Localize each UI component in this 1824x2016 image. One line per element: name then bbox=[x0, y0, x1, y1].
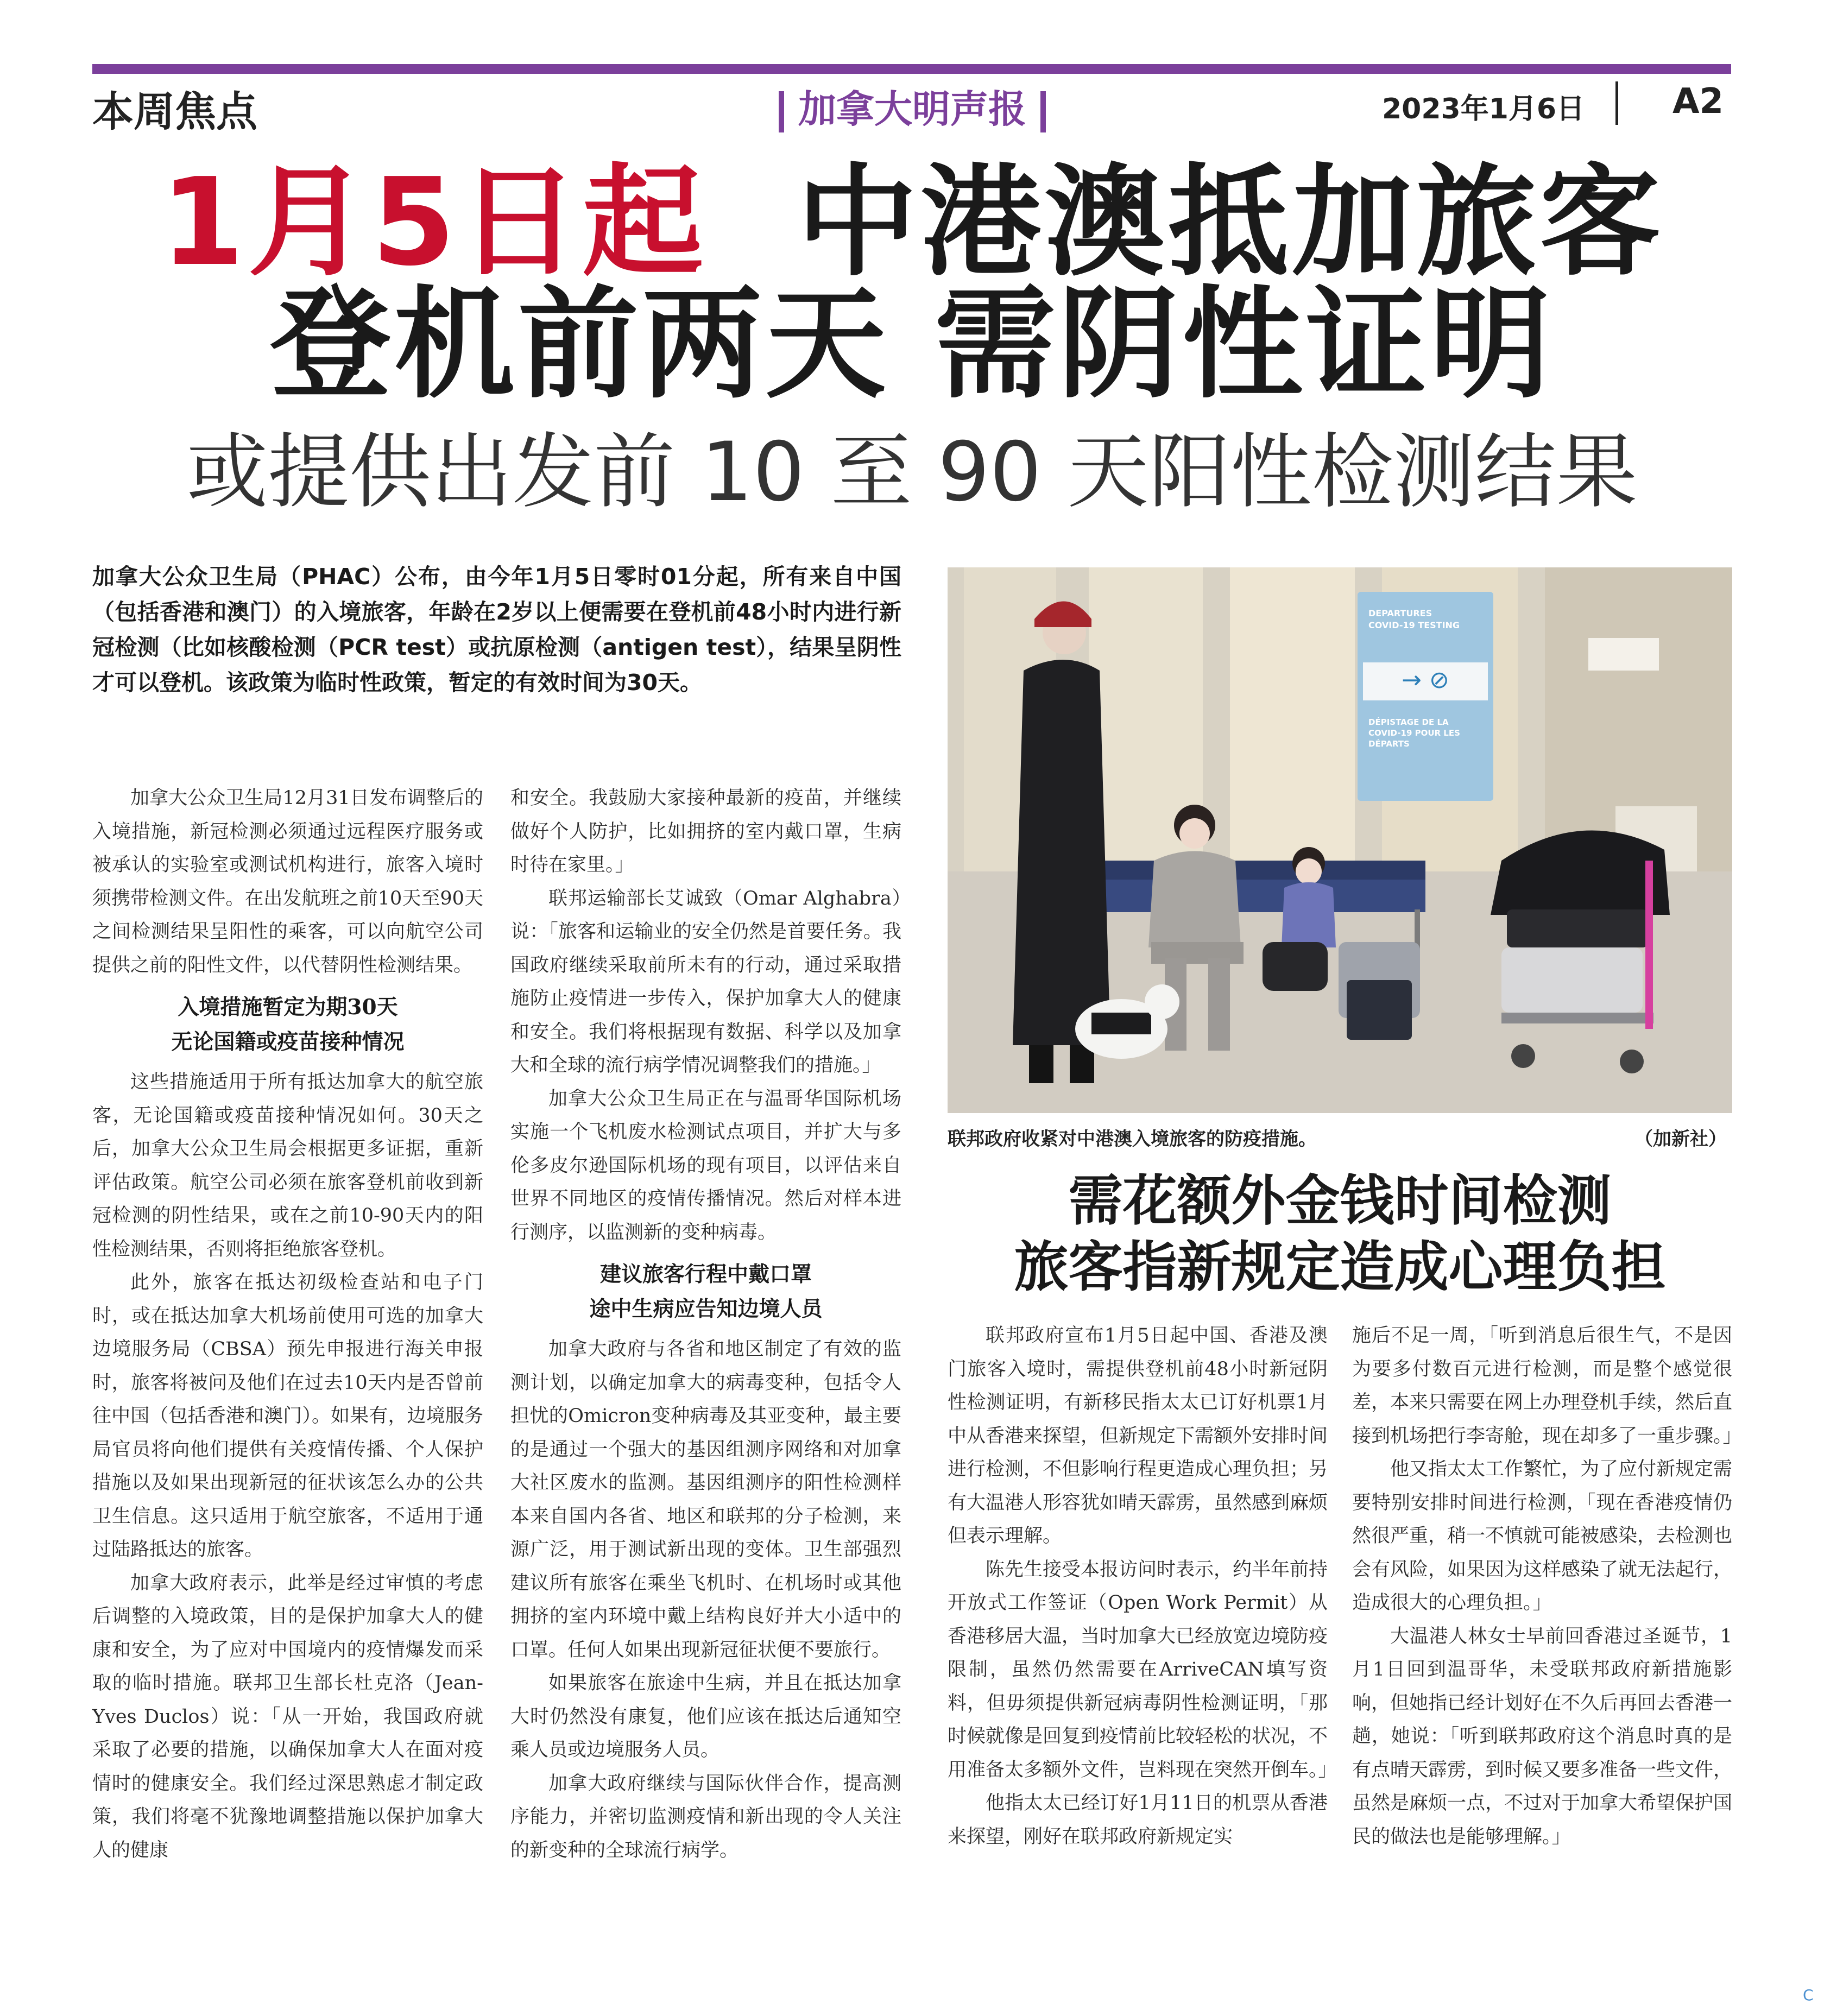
subheading-line: 建议旅客行程中戴口罩 bbox=[599, 1262, 812, 1287]
sign-text: DEPARTURES bbox=[1368, 608, 1432, 618]
paragraph: 和安全。我鼓励大家接种最新的疫苗，并继续做好个人防护，比如拥挤的室内戴口罩，生病时待在家里。」 bbox=[510, 787, 901, 876]
article-column-4 bbox=[1352, 1319, 1742, 1854]
issue-date: 2023年1月6日 bbox=[1382, 93, 1585, 125]
paragraph: 加拿大政府继续与国际伙伴合作，提高测序能力，并密切监测疫情和新出现的令人关注的新变种的全球流行病学。 bbox=[510, 1772, 901, 1861]
paragraph: 这些措施适用于所有抵达加拿大的航空旅客，无论国籍或疫苗接种情况如何。30天之后，加拿大公众卫生局会根据更多证据，重新评估政策。航空公司必须在旅客登机前收到新冠检测的阴性结果，或在之前10-90天内的阳性检测结果，否则将拒绝旅客登机。 bbox=[92, 1071, 483, 1260]
subheading bbox=[92, 990, 483, 1059]
story2-headline-line: 需花额外金钱时间检测 bbox=[1068, 1168, 1612, 1233]
story2-headline-line: 旅客指新规定造成心理负担 bbox=[1014, 1235, 1666, 1299]
subheading-line: 入境措施暂定为期30天 bbox=[178, 995, 398, 1020]
paragraph: 加拿大政府表示，此举是经过审慎的考虑后调整的入境政策，目的是保护加拿大人的健康和安全，为了应对中国境内的疫情爆发而采取的临时措施。联邦卫生部长杜克洛（Jean-Yves Duclos）说：「从一开始，我国政府就采取了必要的措施，以确保加拿大人在面对疫情时的健康安全。我们经过深思熟虑才制定政策，我们将毫不犹豫地调整措施以保护加拿大人的健康 bbox=[92, 1572, 483, 1861]
masthead bbox=[739, 79, 1086, 134]
paragraph: 陈先生接受本报访问时表示，约半年前持开放式工作签证（Open Work Permit）从香港移居大温，当时加拿大已经放宽边境防疫限制，虽然仍然需要在ArriveCAN填写资料，但毋须提供新冠病毒阴性检测证明，「那时候就像是回复到疫情前比较轻松的状况，不用准备太多额外文件，岂料现在突然开倒车。」 bbox=[948, 1558, 1337, 1781]
top-rule bbox=[92, 64, 1731, 74]
sign-text: COVID-19 TESTING bbox=[1368, 620, 1460, 630]
paragraph: 他指太太已经订好1月11日的机票从香港来探望，刚好在联邦政府新规定实 bbox=[948, 1792, 1328, 1848]
sign-text: DÉPARTS bbox=[1368, 739, 1410, 749]
story2-headline bbox=[948, 1167, 1732, 1300]
paragraph: 如果旅客在旅途中生病，并且在抵达加拿大时仍然没有康复，他们应该在抵达后通知空乘人员或边境服务人员。 bbox=[510, 1672, 901, 1761]
caption-text: 联邦政府收紧对中港澳入境旅客的防疫措施。 bbox=[948, 1128, 1317, 1150]
paragraph: 加拿大公众卫生局正在与温哥华国际机场实施一个飞机废水检测试点项目，并扩大与多伦多皮尔逊国际机场的现有项目，以评估来自世界不同地区的疫情传播情况。然后对样本进行测序，以监测新的变种病毒。 bbox=[510, 1088, 901, 1243]
paragraph: 加拿大公众卫生局12月31日发布调整后的入境措施，新冠检测必须通过远程医疗服务或被承认的实验室或测试机构进行，旅客入境时须携带检测文件。在出发航班之前10天至90天之间检测结果呈阳性的乘客，可以向航空公司提供之前的阳性文件，以代替阴性检测结果。 bbox=[92, 787, 483, 976]
headline-line-1 bbox=[0, 153, 1824, 293]
sign-text: DÉPISTAGE DE LA bbox=[1368, 717, 1449, 727]
photo-caption bbox=[948, 1124, 1732, 1151]
article-column-2 bbox=[510, 782, 901, 1867]
photo-credit: （加新社） bbox=[1634, 1128, 1727, 1150]
corner-mark: C bbox=[1803, 1986, 1814, 2004]
airport-photo bbox=[948, 567, 1732, 1113]
masthead-bar-right bbox=[1040, 91, 1046, 132]
headline-subtitle: 或提供出发前 10 至 90 天阳性检测结果 bbox=[186, 425, 1638, 520]
subheading bbox=[510, 1257, 901, 1326]
paragraph: 联邦运输部长艾诚致（Omar Alghabra）说：「旅客和运输业的安全仍然是首要任务。我国政府继续采取前所未有的行动，通过采取措施防止疫情进一步传入，保护加拿大人的健康和安全。我们将根据现有数据、科学以及加拿大和全球的流行病学情况调整我们的措施。」 bbox=[510, 887, 901, 1076]
headline-line-2: 登机前两天 需阴性证明 bbox=[270, 275, 1554, 415]
paragraph: 大温港人林女士早前回香港过圣诞节，1月1日回到温哥华，未受联邦政府新措施影响，但她指已经计划好在不久后再回去香港一趟，她说：「听到联邦政府这个消息时真的是有点晴天霹雳，到时候又要多准备一些文件，虽然是麻烦一点，不过对于加拿大希望保护国民的做法也是能够理解。」 bbox=[1352, 1625, 1733, 1848]
subheading-line: 途中生病应告知边境人员 bbox=[589, 1297, 823, 1322]
headline-subject: 中港澳抵加旅客 bbox=[797, 153, 1664, 293]
section-label: 本周焦点 bbox=[92, 87, 257, 136]
article-column-1 bbox=[92, 782, 483, 1867]
subheading-line: 无论国籍或疫苗接种情况 bbox=[171, 1029, 405, 1054]
header-divider bbox=[1615, 81, 1618, 125]
paragraph: 联邦政府宣布1月5日起中国、香港及澳门旅客入境时，需提供登机前48小时新冠阴性检测证明，有新移民指太太已订好机票1月中从香港来探望，但新规定下需额外安排时间进行检测，不但影响行程更造成心理负担；另有大温港人形容犹如晴天霹雳，虽然感到麻烦但表示理解。 bbox=[948, 1325, 1328, 1547]
article-column-3 bbox=[948, 1319, 1337, 1854]
airport-scene-illustration bbox=[948, 567, 1732, 1113]
svg-text:→ ⊘: → ⊘ bbox=[1402, 666, 1449, 694]
paragraph: 加拿大政府与各省和地区制定了有效的监测计划，以确定加拿大的病毒变种，包括令人担忧的Omicron变种病毒及其亚变种，最主要的是通过一个强大的基因组测序网络和对加拿大社区废水的监测。基因组测序的阳性检测样本来自国内各省、地区和联邦的分子检测，来源广泛，用于测试新出现的变体。卫生部强烈建议所有旅客在乘坐飞机时、在机场时或其他拥挤的室内环境中戴上结构良好并大小适中的口罩。任何人如果出现新冠征状便不要旅行。 bbox=[510, 1338, 901, 1661]
headline-date: 1月5日起 bbox=[160, 153, 706, 293]
paragraph: 他又指太太工作繁忙，为了应付新规定需要特别安排时间进行检测，「现在香港疫情仍然很严重，稍一不慎就可能被感染，去检测也会有风险，如果因为这样感染了就无法起行，造成很大的心理负担。」 bbox=[1352, 1458, 1733, 1614]
paragraph: 此外，旅客在抵达初级检查站和电子门时，或在抵达加拿大机场前使用可选的加拿大边境服务局（CBSA）预先申报进行海关申报时，旅客将被问及他们在过去10天内是否曾前往中国（包括香港和澳门）。如果有，边境服务局官员将向他们提供有关疫情传播、个人保护措施以及如果出现新冠的征状该怎么办的公共卫生信息。这只适用于航空旅客，不适用于通过陆路抵达的旅客。 bbox=[92, 1272, 483, 1560]
masthead-brand-name: 明声报 bbox=[912, 87, 1026, 131]
masthead-bar-left bbox=[779, 91, 784, 132]
paragraph: 施后不足一周，「听到消息后很生气，不是因为要多付数百元进行检测，而是整个感觉很差，本来只需要在网上办理登机手续，然后直接到机场把行李寄舱，现在却多了一重步骤。」 bbox=[1352, 1325, 1742, 1447]
lead-paragraph: 加拿大公众卫生局（PHAC）公布，由今年1月5日零时01分起，所有来自中国（包括香港和澳门）的入境旅客，年龄在2岁以上便需要在登机前48小时内进行新冠检测（比如核酸检测（PCR test）或抗原检测（antigen test），结果呈阴性才可以登机。该政策为临时性政策，暂定的有效时间为30天。 bbox=[92, 564, 901, 696]
masthead-brand: 加拿大 bbox=[798, 87, 912, 131]
sign-text: COVID-19 POUR LES bbox=[1368, 728, 1460, 738]
page-number: A2 bbox=[1672, 81, 1724, 122]
